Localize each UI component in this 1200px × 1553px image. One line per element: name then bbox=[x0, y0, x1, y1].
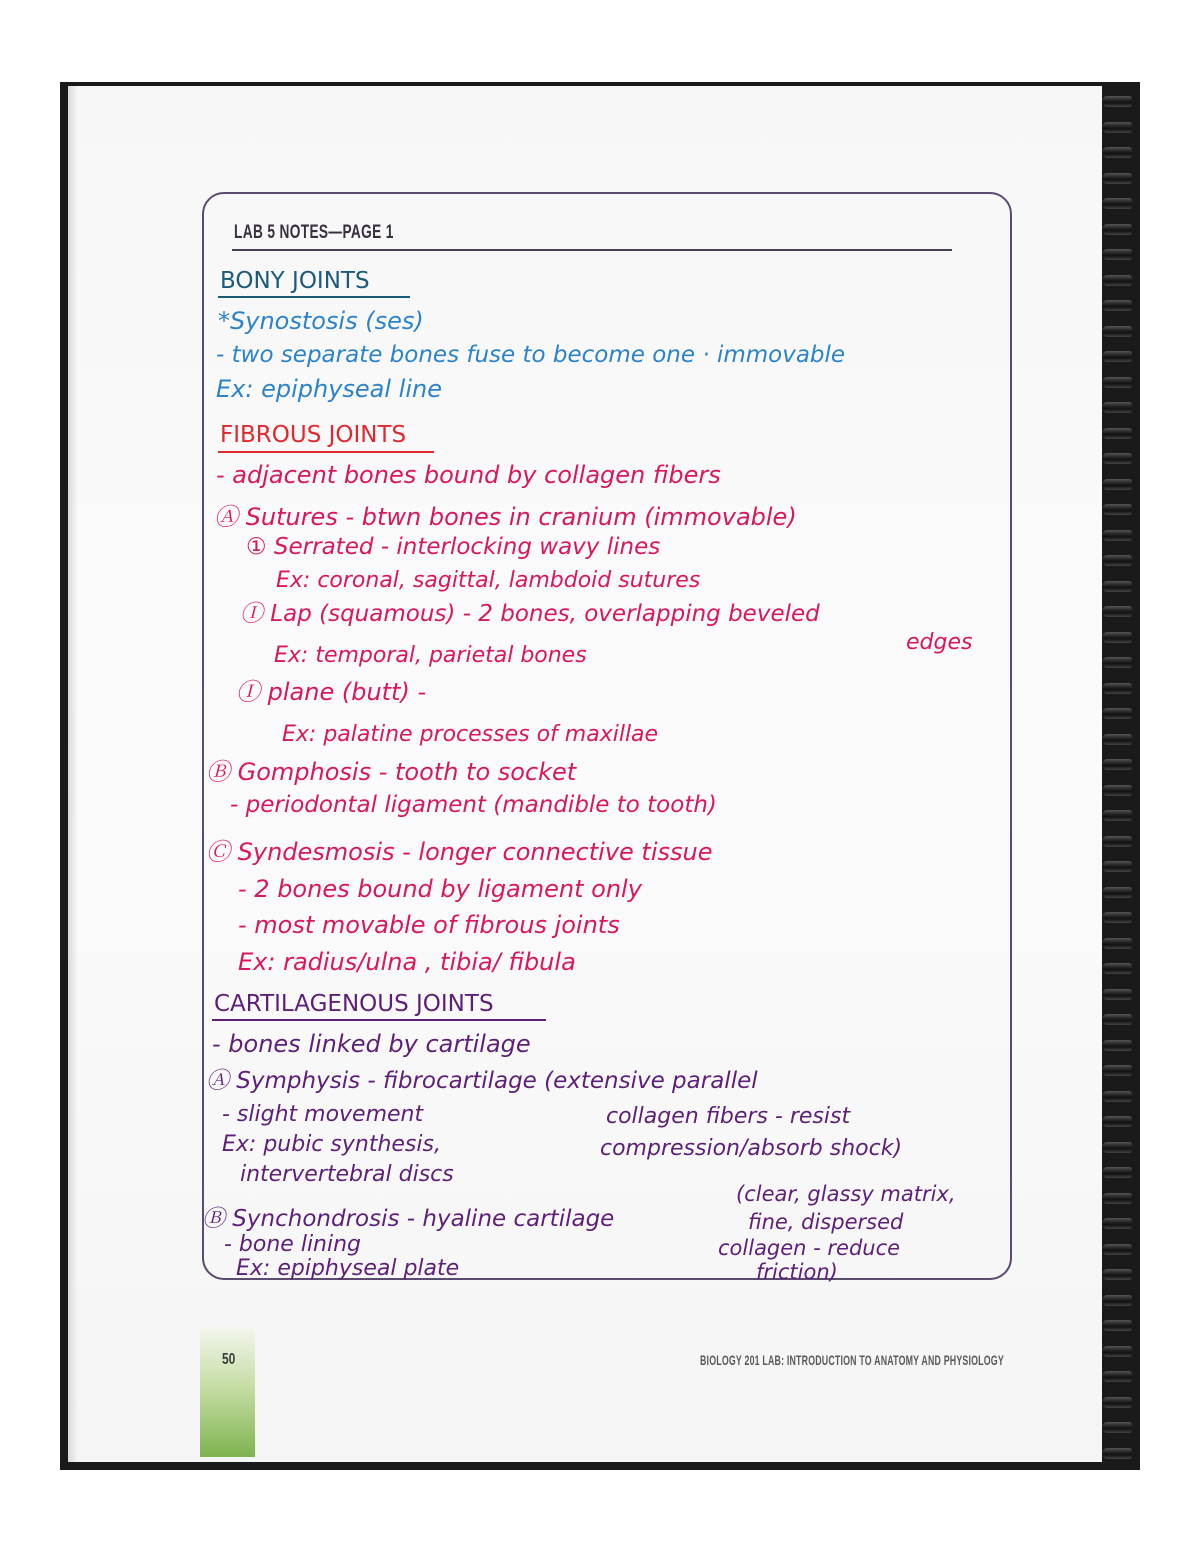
spiral-coil bbox=[1102, 1320, 1132, 1331]
note-line: (clear, glassy matrix, bbox=[736, 1182, 956, 1206]
heading-underline bbox=[218, 451, 434, 453]
note-line: - bones linked by cartilage bbox=[212, 1030, 531, 1058]
spiral-coil bbox=[1102, 657, 1132, 668]
spiral-coil bbox=[1102, 581, 1132, 592]
spiral-coil bbox=[1102, 530, 1132, 541]
spiral-coil bbox=[1102, 249, 1132, 260]
spiral-coil bbox=[1102, 1014, 1132, 1025]
spiral-coil bbox=[1102, 326, 1132, 337]
note-line: Ex: palatine processes of maxillae bbox=[282, 722, 659, 747]
spiral-coil bbox=[1102, 275, 1132, 286]
note-line: collagen - reduce bbox=[718, 1236, 901, 1260]
spiral-coil bbox=[1102, 963, 1132, 974]
spiral-coil bbox=[1102, 1346, 1132, 1357]
note-line: - periodontal ligament (mandible to tooth) bbox=[230, 792, 717, 818]
spiral-coil bbox=[1102, 1422, 1132, 1433]
note-line: Ex: temporal, parietal bones bbox=[274, 643, 587, 668]
spiral-coil bbox=[1102, 96, 1132, 107]
spiral-coil bbox=[1102, 300, 1132, 311]
note-line: friction) bbox=[756, 1260, 838, 1284]
note-line: Ⓘ Lap (squamous) - 2 bones, overlapping beveled bbox=[240, 601, 820, 627]
note-line: Ex: radius/ulna , tibia/ fibula bbox=[238, 948, 576, 976]
spiral-coil bbox=[1102, 887, 1132, 898]
heading-underline bbox=[212, 1019, 546, 1021]
spiral-coil bbox=[1102, 1448, 1132, 1459]
spiral-coil bbox=[1102, 912, 1132, 923]
page-title: LAB 5 NOTES—PAGE 1 bbox=[234, 222, 394, 243]
note-line: edges bbox=[906, 630, 973, 655]
spiral-coil bbox=[1102, 555, 1132, 566]
spiral-coil bbox=[1102, 198, 1132, 209]
note-line: Ⓘ plane (butt) - bbox=[236, 678, 427, 706]
spiral-coil bbox=[1102, 785, 1132, 796]
note-line: - 2 bones bound by ligament only bbox=[238, 875, 642, 903]
note-line: collagen fibers - resist bbox=[606, 1104, 851, 1129]
spiral-coil bbox=[1102, 1218, 1132, 1229]
spiral-coil bbox=[1102, 351, 1132, 362]
note-line: Ⓐ Symphysis - fibrocartilage (extensive parallel bbox=[206, 1068, 758, 1094]
spiral-coil bbox=[1102, 428, 1132, 439]
note-line: Ex: epiphyseal plate bbox=[236, 1256, 460, 1281]
spiral-coil bbox=[1102, 1269, 1132, 1280]
note-line: fine, dispersed bbox=[748, 1210, 904, 1234]
spiral-coil bbox=[1102, 122, 1132, 133]
spiral-coil bbox=[1102, 1065, 1132, 1076]
spiral-coil bbox=[1102, 683, 1132, 694]
footer-color-bar bbox=[200, 1327, 255, 1457]
note-line: intervertebral discs bbox=[240, 1162, 454, 1187]
spiral-coil bbox=[1102, 402, 1132, 413]
spiral-coil bbox=[1102, 1295, 1132, 1306]
spiral-coil bbox=[1102, 224, 1132, 235]
note-line: Ⓒ Syndesmosis - longer connective tissue bbox=[206, 838, 713, 866]
spiral-coil bbox=[1102, 1167, 1132, 1178]
note-line: Ⓐ Sutures - btwn bones in cranium (immovable) bbox=[214, 503, 797, 531]
note-line: Ⓑ Synchondrosis - hyaline cartilage bbox=[202, 1206, 615, 1232]
spiral-coil bbox=[1102, 1244, 1132, 1255]
spiral-coil bbox=[1102, 708, 1132, 719]
spiral-coil bbox=[1102, 1142, 1132, 1153]
spiral-coil bbox=[1102, 606, 1132, 617]
spiral-coil bbox=[1102, 632, 1132, 643]
spiral-coil bbox=[1102, 810, 1132, 821]
note-line: - two separate bones fuse to become one · immovable bbox=[216, 342, 846, 368]
note-line: - bone lining bbox=[224, 1232, 362, 1257]
heading-underline bbox=[218, 296, 410, 298]
spiral-coil bbox=[1102, 1091, 1132, 1102]
page-number: 50 bbox=[222, 1351, 236, 1368]
spiral-coil bbox=[1102, 1116, 1132, 1127]
page-edge-shadow bbox=[68, 86, 78, 1462]
note-line: - slight movement bbox=[222, 1102, 424, 1127]
note-line: - adjacent bones bound by collagen fibers bbox=[216, 461, 721, 489]
note-line: Ex: pubic synthesis, bbox=[222, 1132, 441, 1157]
spiral-coil bbox=[1102, 1397, 1132, 1408]
spiral-coil bbox=[1102, 938, 1132, 949]
fibrous-joints-heading: FIBROUS JOINTS bbox=[220, 422, 407, 448]
spiral-coil bbox=[1102, 479, 1132, 490]
bony-joints-heading: BONY JOINTS bbox=[220, 268, 370, 294]
note-line: ① Serrated - interlocking wavy lines bbox=[246, 534, 661, 560]
note-line: *Synostosis (ses) bbox=[218, 307, 424, 335]
note-line: Ex: epiphyseal line bbox=[216, 375, 442, 403]
spiral-coil bbox=[1102, 989, 1132, 1000]
spiral-coil bbox=[1102, 1371, 1132, 1382]
spiral-coil bbox=[1102, 861, 1132, 872]
cartilaginous-joints-heading: CARTILAGENOUS JOINTS bbox=[214, 991, 494, 1017]
spiral-coil bbox=[1102, 836, 1132, 847]
note-line: Ⓑ Gomphosis - tooth to socket bbox=[206, 758, 577, 786]
spiral-coil bbox=[1102, 1193, 1132, 1204]
spiral-binding bbox=[1100, 88, 1140, 1460]
spiral-coil bbox=[1102, 173, 1132, 184]
note-line: - most movable of fibrous joints bbox=[238, 911, 620, 939]
book-title: BIOLOGY 201 LAB: INTRODUCTION TO ANATOMY AND PHYSIOLOGY bbox=[700, 1352, 1004, 1368]
spiral-coil bbox=[1102, 734, 1132, 745]
note-line: Ex: coronal, sagittal, lambdoid sutures bbox=[276, 568, 701, 593]
note-line: compression/absorb shock) bbox=[600, 1136, 903, 1161]
spiral-coil bbox=[1102, 504, 1132, 515]
spiral-coil bbox=[1102, 1040, 1132, 1051]
spiral-coil bbox=[1102, 147, 1132, 158]
spiral-coil bbox=[1102, 377, 1132, 388]
spiral-coil bbox=[1102, 759, 1132, 770]
title-rule bbox=[232, 249, 952, 251]
spiral-coil bbox=[1102, 453, 1132, 464]
